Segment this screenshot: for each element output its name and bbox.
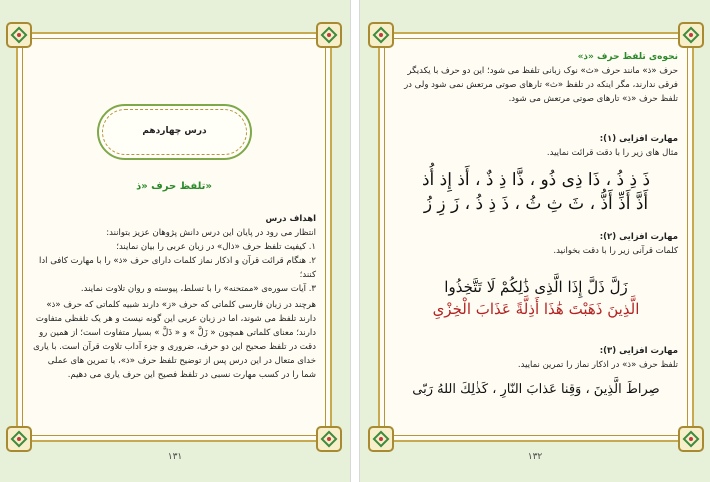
left-page-frame: [16, 32, 332, 442]
lesson-title-box: [97, 104, 252, 160]
section-heading: نحوه‌ی تلفظ حرف «ذ»: [577, 52, 678, 62]
ornament-corner-icon: [6, 22, 32, 48]
skill-3-desc: تلفظ حرف «ذ» در اذکار نماز را تمرین نمایید.: [517, 360, 678, 370]
skill-2-desc: کلمات قرآنی زیر را با دقت بخوانید.: [553, 246, 678, 256]
ornament-corner-icon: [678, 426, 704, 452]
skill-1-desc: مثال های زیر را با دقت قرائت نمایید.: [546, 148, 678, 158]
section-intro: حرف «ذ» مانند حرف «ث» نوک زبانی تلفظ می شود؛ این دو حرف با یکدیگر فرقی ندارند، مگر اینکه در تلفظ «ث» تارهای صوتی مرتعش نمی شود ولی در تلفظ حرف «ذ» تارهای صوتی مرتعش می شود.: [404, 66, 678, 104]
book-gutter: [350, 0, 360, 482]
right-page: [360, 0, 710, 482]
goal-item: ۳. آیات سوره‌ی «ممتحنه» را با تسلط، پیوسته و روان تلاوت نمایند.: [80, 284, 316, 294]
skill-1: [394, 132, 678, 160]
ornament-corner-icon: [368, 426, 394, 452]
goals-section: [32, 212, 316, 296]
skill-1-title: مهارت افزایی (۱):: [599, 134, 678, 144]
goals-intro: انتظار می رود در پایان این درس دانش پژوهان عزیز بتوانند:: [106, 228, 316, 238]
arabic-line: أَذَّ أَذِّ أَذُّ ، ثَ ثِ ثُ ، ذَ ذِ ذُ ، زَ زِ زُ: [423, 194, 649, 214]
goal-item: ۲. هنگام قرائت قرآن و اذکار نماز کلمات دارای حرف «ذ» را با مهارت کافی ادا کنند؛: [38, 256, 316, 280]
skill-3: [394, 344, 678, 372]
ornament-corner-icon: [316, 22, 342, 48]
ornament-corner-icon: [316, 426, 342, 452]
intro-paragraph: هرچند در زبان فارسی کلماتی که حرف «ز» دارند شبیه کلماتی که حرف «ذ» دارند تلفظ می شوند، اما در زبان عربی این گونه نیست و هر یک تلفظی متفاوت دارند؛ معنای کلماتی همچون « زَلَّ » و « ذَلَّ » بسیار متفاوت است؛ از همین رو دقت در تلفظ صحیح این دو حرف، ضروری و جزء آداب تلاوت قرآن است. با یاری خدای متعال در این درس پس از توضیح تلفظ حرف «ذ»، با تمرین های عملی شما را در کسب مهارت نسبی در تلفظ فصیح این حرف یاری می دهیم.: [33, 300, 316, 380]
skill-2: [394, 230, 678, 258]
arabic-line: زَلَّ ذَلَّ إِذَا الَّذِی ذَٰلِكُمْ لَا تَتَّخِذُوا: [444, 278, 628, 296]
ornament-corner-icon: [6, 426, 32, 452]
skill-1-examples: [394, 168, 678, 216]
left-page: [0, 0, 350, 482]
goal-item: ۱. کیفیت تلفظ حرف «ذال» در زبان عربی را بیان نمایند؛: [116, 242, 316, 252]
arabic-line: الَّذِینَ ذَهَبْتَ هَٰذَا أَذِلَّةً عَذَابَ الْخِزْیِ: [432, 300, 640, 318]
skill-3-title: مهارت افزایی (۳):: [599, 346, 678, 356]
page-number: ۱۳۲: [527, 452, 543, 462]
pronunciation-section: [394, 50, 678, 106]
arabic-line: صِراطَ الَّذِینَ ، وَقِنا عَذابَ النّارِ ، كَذٰلِكَ اللهُ رَبّی: [412, 382, 660, 397]
ornament-corner-icon: [368, 22, 394, 48]
ornament-corner-icon: [678, 22, 704, 48]
right-page-frame: [378, 32, 694, 442]
skill-3-example: [394, 382, 678, 397]
skill-2-title: مهارت افزایی (۲):: [599, 232, 678, 242]
lesson-heading: تلفظ حرف «ذ»: [136, 181, 212, 192]
page-number: ۱۳۱: [167, 452, 183, 462]
goals-title: اهداف درس: [265, 214, 316, 224]
arabic-line: ذَ ذِ ذُ ، ذَا ذِی ذُو ، ذَّا ذِ ذٌ ، أَذ إِذ أُذ: [421, 170, 651, 190]
skill-2-examples: [394, 276, 678, 320]
lesson-title: درس چهاردهم: [142, 126, 207, 136]
